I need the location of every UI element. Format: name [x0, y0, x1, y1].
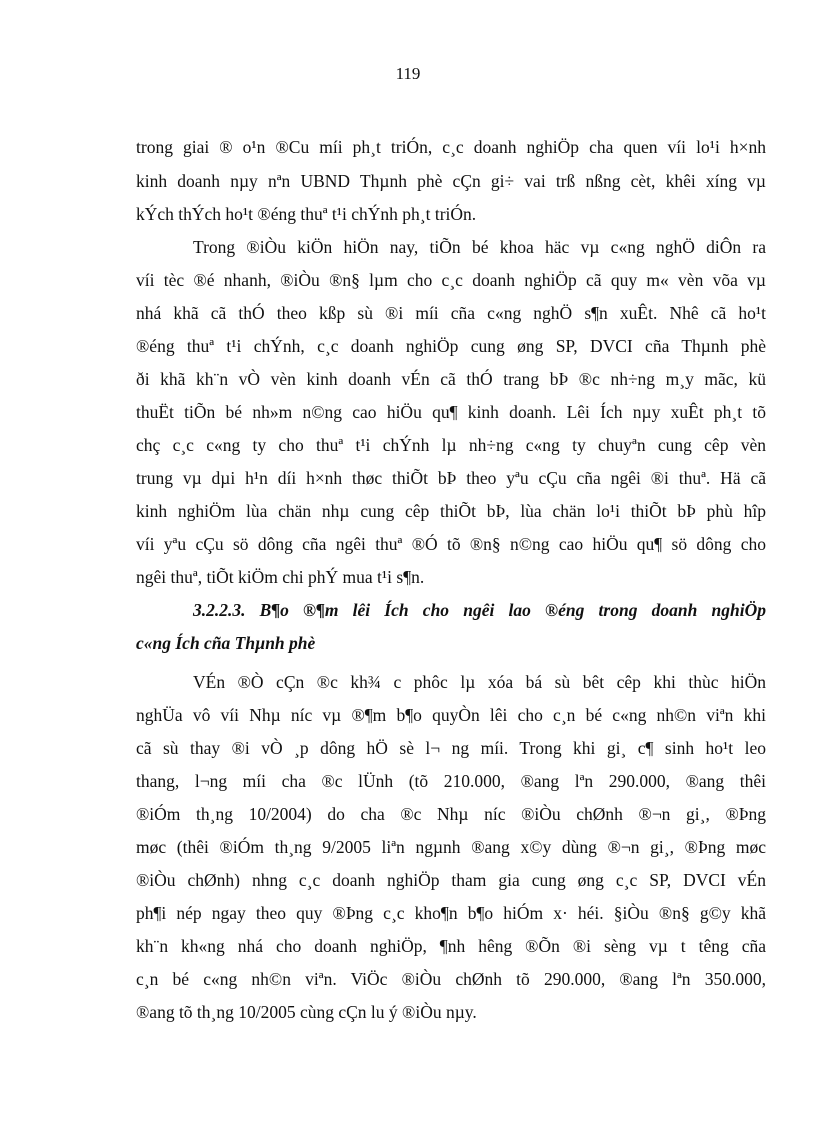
text-line: ph¶i nép ngay theo quy ®Þng c¸c kho¶n b¶o hiÓm x· héi. §iÒu ®n§ g©y khã: [136, 903, 766, 923]
text-line: víi tèc ®é nhanh, ®iÒu ®n§ lµm cho c¸c doanh nghiÖp cã quy m« vèn võa vµ: [136, 270, 766, 290]
text-line: ®éng thuª t¹i chÝnh, c¸c doanh nghiÖp cung øng SP, DVCI cña Thµnh phè: [136, 336, 766, 356]
page-number: 119: [395, 64, 421, 83]
text-line: møc (thêi ®iÓm th¸ng 9/2005 liªn ngµnh ®ang x©y dùng ®¬n gi¸, ®Þng møc: [136, 837, 766, 857]
text-line: ®iÒu chØnh) nhng c¸c doanh nghiÖp tham gia cung øng c¸c SP, DVCI vÉn: [136, 870, 766, 890]
text-line: VÉn ®Ò cÇn ®c kh¾ c phôc lµ xóa bá sù bêt cêp khi thùc hiÖn: [193, 672, 766, 692]
text-line: trong giai ® o¹n ®Cu míi ph¸t triÓn, c¸c doanh nghiÖp cha quen víi lo¹i h×nh: [136, 137, 766, 157]
text-line: ®iÓm th¸ng 10/2004) do cha ®c Nhµ níc ®iÒu chØnh ®¬n gi¸, ®Þng: [136, 804, 766, 824]
text-line: thang, l¬ng míi cha ®c lÜnh (tõ 210.000, ®ang lªn 290.000, ®ang thêi: [136, 771, 766, 791]
text-line: ngêi thuª, tiÕt kiÖm chi phÝ mua t¹i s¶n.: [136, 567, 425, 587]
section-heading: 3.2.2.3. B¶o ®¶m lêi Ích cho ngêi lao ®éng trong doanh nghiÖp: [193, 600, 766, 620]
text-line: cã sù thay ®i vÒ ¸p dông hÖ sè l¬ ng míi. Trong khi gi¸ c¶ sinh ho¹t leo: [136, 738, 766, 758]
text-line: c¸n bé c«ng nh©n viªn. ViÖc ®iÒu chØnh tõ 290.000, ®ang lªn 350.000,: [136, 969, 766, 989]
text-line: ®ang tõ th¸ng 10/2005 cùng cÇn lu ý ®iÒu nµy.: [136, 1002, 477, 1022]
text-line: Trong ®iÒu kiÖn hiÖn nay, tiÕn bé khoa häc vµ c«ng nghÖ diÔn ra: [193, 237, 766, 257]
section-heading: c«ng Ích cña Thµnh phè: [136, 633, 316, 653]
text-line: kinh nghiÖm lùa chän nhµ cung cêp thiÕt bÞ, lùa chän lo¹i thiÕt bÞ phù hîp: [136, 501, 766, 521]
text-line: kinh doanh nµy nªn UBND Thµnh phè cÇn gi÷ vai trß nßng cèt, khêi xíng vµ: [136, 171, 766, 191]
text-line: thuËt tiÕn bé nh»m n©ng cao hiÖu qu¶ kinh doanh. Lêi Ích nµy xuÊt ph¸t tõ: [136, 402, 766, 422]
text-line: chç c¸c c«ng ty cho thuª t¹i chÝnh lµ nh÷ng c«ng ty chuyªn cung cêp vèn: [136, 435, 766, 455]
text-line: víi yªu cÇu sö dông cña ngêi thuª ®Ó tõ ®n§ n©ng cao hiÖu qu¶ sö dông cho: [136, 534, 766, 554]
text-line: trung vµ dµi h¹n díi h×nh thøc thiÕt bÞ theo yªu cÇu cña ngêi ®i thuª. Hä cã: [136, 468, 766, 488]
text-line: nghÜa vô víi Nhµ níc vµ ®¶m b¶o quyÒn lêi cho c¸n bé c«ng nh©n viªn khi: [136, 705, 766, 725]
text-line: ði khã kh¨n vÒ vèn kinh doanh vÉn cã thÓ trang bÞ ®c nh÷ng m¸y mãc, kü: [136, 369, 766, 389]
text-line: kh¨n kh«ng nhá cho doanh nghiÖp, ¶nh hêng ®Õn ®i sèng vµ t têng cña: [136, 936, 766, 956]
text-line: kÝch thÝch ho¹t ®éng thuª t¹i chÝnh ph¸t triÓn.: [136, 204, 477, 224]
text-line: nhá khã cã thÓ theo kßp sù ®i míi cña c«ng nghÖ s¶n xuÊt. Nhê cã ho¹t: [136, 303, 766, 323]
